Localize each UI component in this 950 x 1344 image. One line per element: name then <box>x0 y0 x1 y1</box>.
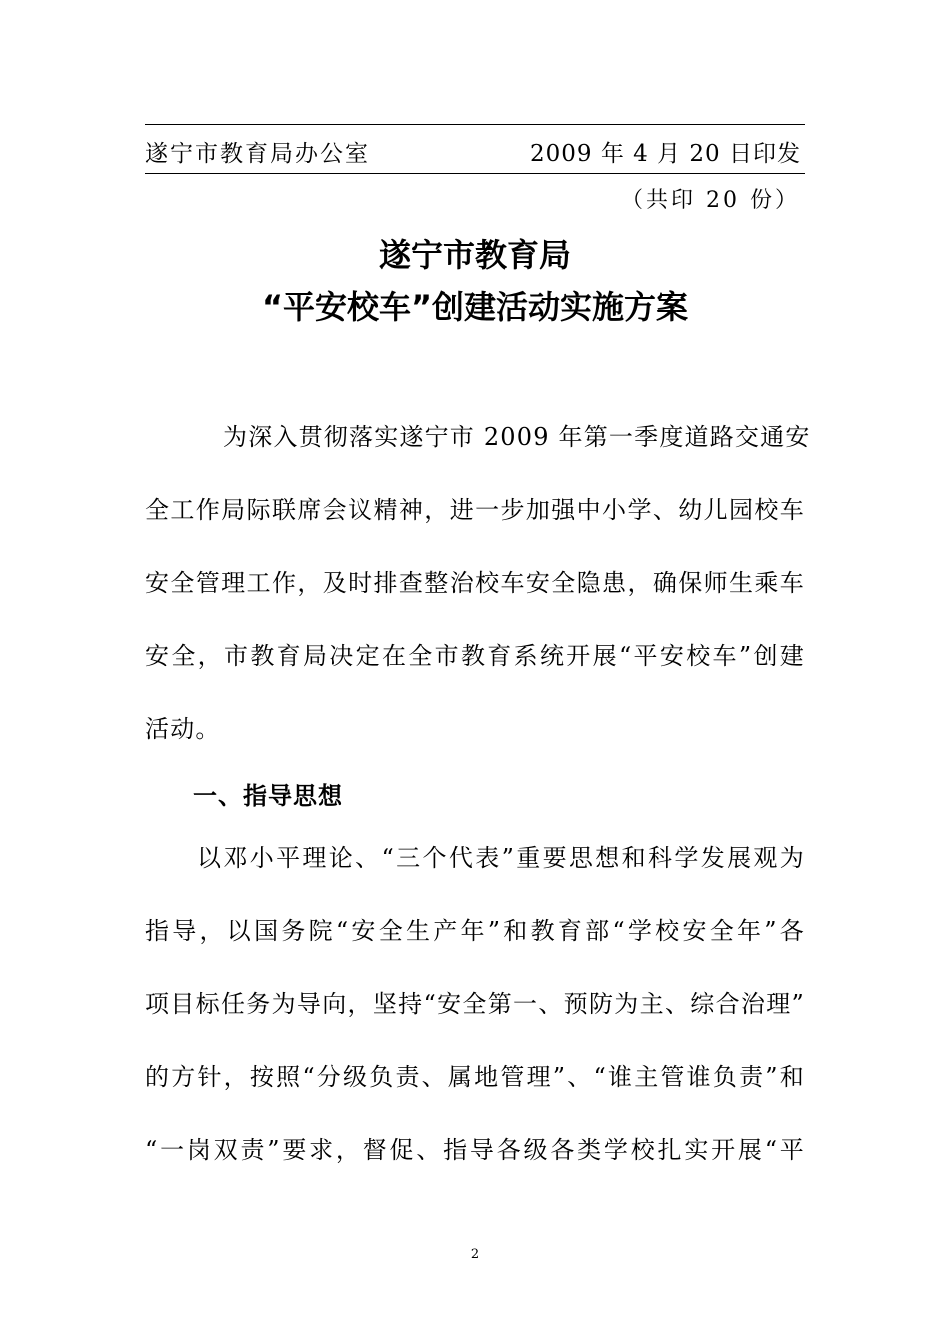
document-title-line2: “平安校车”创建活动实施方案 <box>261 288 689 326</box>
document-title-line1: 遂宁市教育局 <box>378 236 571 274</box>
section1-line: 的方针，按照“分级负责、属地管理”、“谁主管谁负责”和 <box>145 1063 805 1091</box>
section-heading-guiding-ideology: 一、指导思想 <box>193 782 343 810</box>
page-number: 2 <box>470 1247 480 1262</box>
intro-line: 全工作局际联席会议精神，进一步加强中小学、幼儿园校车 <box>145 496 805 524</box>
section1-paragraph <box>145 822 805 1187</box>
issuance-header <box>145 124 805 174</box>
issue-date: 2009 年 4 月 20 日印发 <box>530 141 801 167</box>
section1-line: 项目标任务为导向，坚持“安全第一、预防为主、综合治理” <box>145 990 805 1018</box>
intro-line: 为深入贯彻落实遂宁市 2009 年第一季度道路交通安 <box>223 423 811 451</box>
section1-line: 以邓小平理论、“三个代表”重要思想和科学发展观为 <box>197 844 805 872</box>
issuer-name: 遂宁市教育局办公室 <box>145 141 370 167</box>
intro-paragraph <box>145 401 811 766</box>
intro-line: 安全管理工作，及时排查整治校车安全隐患，确保师生乘车 <box>145 569 805 597</box>
section1-line: “一岗双责”要求，督促、指导各级各类学校扎实开展“平 <box>145 1136 805 1164</box>
copies-count: （共印 20 份） <box>621 188 800 213</box>
intro-line: 安全，市教育局决定在全市教育系统开展“平安校车”创建 <box>145 642 805 670</box>
section1-line: 指导，以国务院“安全生产年”和教育部“学校安全年”各 <box>145 917 805 945</box>
intro-line: 活动。 <box>145 715 221 743</box>
